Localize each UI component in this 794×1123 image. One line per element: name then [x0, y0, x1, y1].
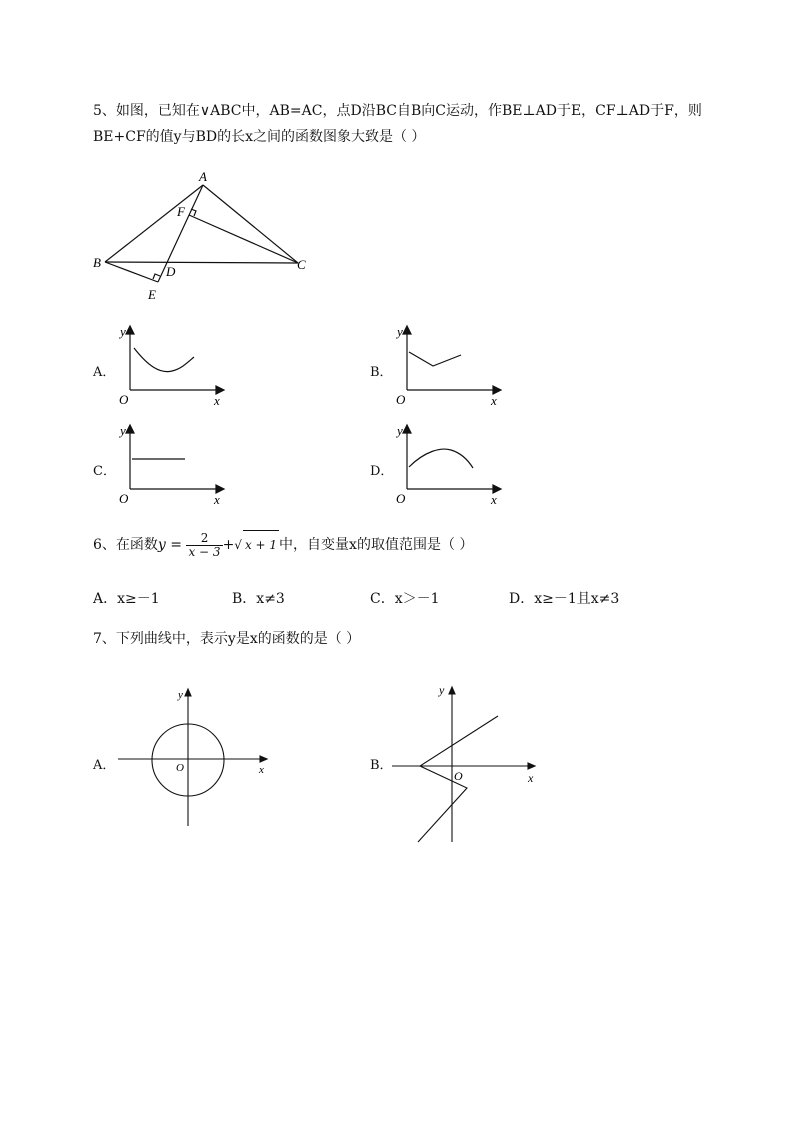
q6-option-c-text: x＞－1	[394, 591, 440, 607]
q7-option-a-label: A．	[93, 758, 116, 773]
q7-option-b-label: B．	[370, 758, 393, 773]
q5-a-axis-x: x	[214, 393, 220, 408]
segment-ac	[203, 185, 298, 263]
q7-option-b-graph[interactable]	[388, 678, 548, 846]
q6-sqrt-inner: x + 1	[243, 530, 279, 559]
q6-stem	[93, 530, 473, 559]
segment-ae	[158, 185, 203, 282]
q5-a-origin: O	[119, 392, 129, 407]
segment-bc	[105, 262, 298, 263]
q7-b-axis-y: y	[439, 683, 445, 697]
q5-triangle-figure	[85, 165, 325, 310]
q6-option-a-label: A．	[93, 591, 118, 607]
right-angle-e	[153, 274, 160, 279]
q6-option-c[interactable]	[370, 588, 440, 608]
q5-option-c-graph[interactable]	[112, 421, 232, 509]
q7-b-axis-x: x	[528, 771, 534, 785]
q6-option-b[interactable]	[232, 588, 285, 608]
q6-fraction	[186, 532, 222, 559]
q6-frac-num: 2	[186, 532, 222, 546]
q6-option-b-text: x≠3	[256, 591, 285, 607]
q5-b-origin: O	[396, 392, 406, 407]
q7-a-axis-x: x	[259, 764, 264, 776]
segment-be	[105, 262, 158, 282]
q6-suffix: 中，自变量x的取值范围是（ ）	[279, 537, 474, 553]
q6-radical-sign: √	[234, 538, 242, 552]
q5-c-axis-x: x	[214, 492, 220, 507]
q5-a-axis-y: y	[120, 324, 126, 339]
q5-d-axis-y: y	[397, 423, 403, 438]
q7-a-origin: O	[176, 762, 184, 774]
q5-d-axis-x: x	[491, 492, 497, 507]
segment-ab	[105, 185, 203, 262]
q6-option-c-label: C．	[370, 591, 395, 607]
q5-option-a-graph[interactable]	[112, 322, 232, 410]
q6-option-b-label: B．	[232, 591, 257, 607]
q5-option-a-label: A．	[93, 365, 116, 380]
q6-frac-den: x − 3	[188, 544, 221, 559]
q6-option-d-label: D．	[509, 591, 535, 607]
q5-option-b-label: B．	[370, 365, 393, 380]
q5-option-b-graph[interactable]	[389, 322, 509, 410]
q5-option-d-graph[interactable]	[389, 421, 509, 509]
q7-a-axis-y: y	[178, 689, 183, 701]
q5-d-origin: O	[396, 491, 406, 506]
q5-option-c-label: C．	[93, 464, 116, 479]
q7-b-origin: O	[454, 769, 463, 783]
label-b: B	[93, 255, 101, 270]
q5-b-axis-x: x	[491, 393, 497, 408]
q6-option-d-text: x≥－1且x≠3	[534, 591, 620, 607]
q5-c-origin: O	[119, 491, 129, 506]
q5-option-d-label: D．	[370, 464, 394, 479]
q5-b-axis-y: y	[397, 324, 403, 339]
label-f: F	[177, 204, 185, 219]
q6-option-a[interactable]	[93, 588, 160, 608]
label-e: E	[148, 287, 156, 302]
q7-option-a-graph[interactable]	[112, 684, 282, 832]
label-a: A	[199, 169, 207, 184]
q6-y-eq: y =	[157, 537, 183, 553]
q5-stem-line1: 5、如图，已知在∨ABC中，AB=AC，点D沿BC自B向C运动，作BE⊥AD于E，CF⊥AD于F，则	[93, 103, 702, 119]
q5-c-axis-y: y	[120, 423, 126, 438]
q6-prefix: 6、在函数	[93, 537, 158, 553]
q5-stem-line2: BE+CF的值y与BD的长x之间的函数图象大致是（ ）	[93, 129, 426, 145]
q6-option-d[interactable]	[509, 588, 619, 608]
q6-plus: +	[222, 537, 235, 553]
label-d: D	[166, 264, 176, 279]
label-c: C	[297, 257, 306, 272]
q6-option-a-text: x≥－1	[117, 591, 160, 607]
segment-cf	[189, 215, 298, 263]
q7-stem: 7、下列曲线中，表示y是x的函数的是（ ）	[93, 631, 361, 647]
